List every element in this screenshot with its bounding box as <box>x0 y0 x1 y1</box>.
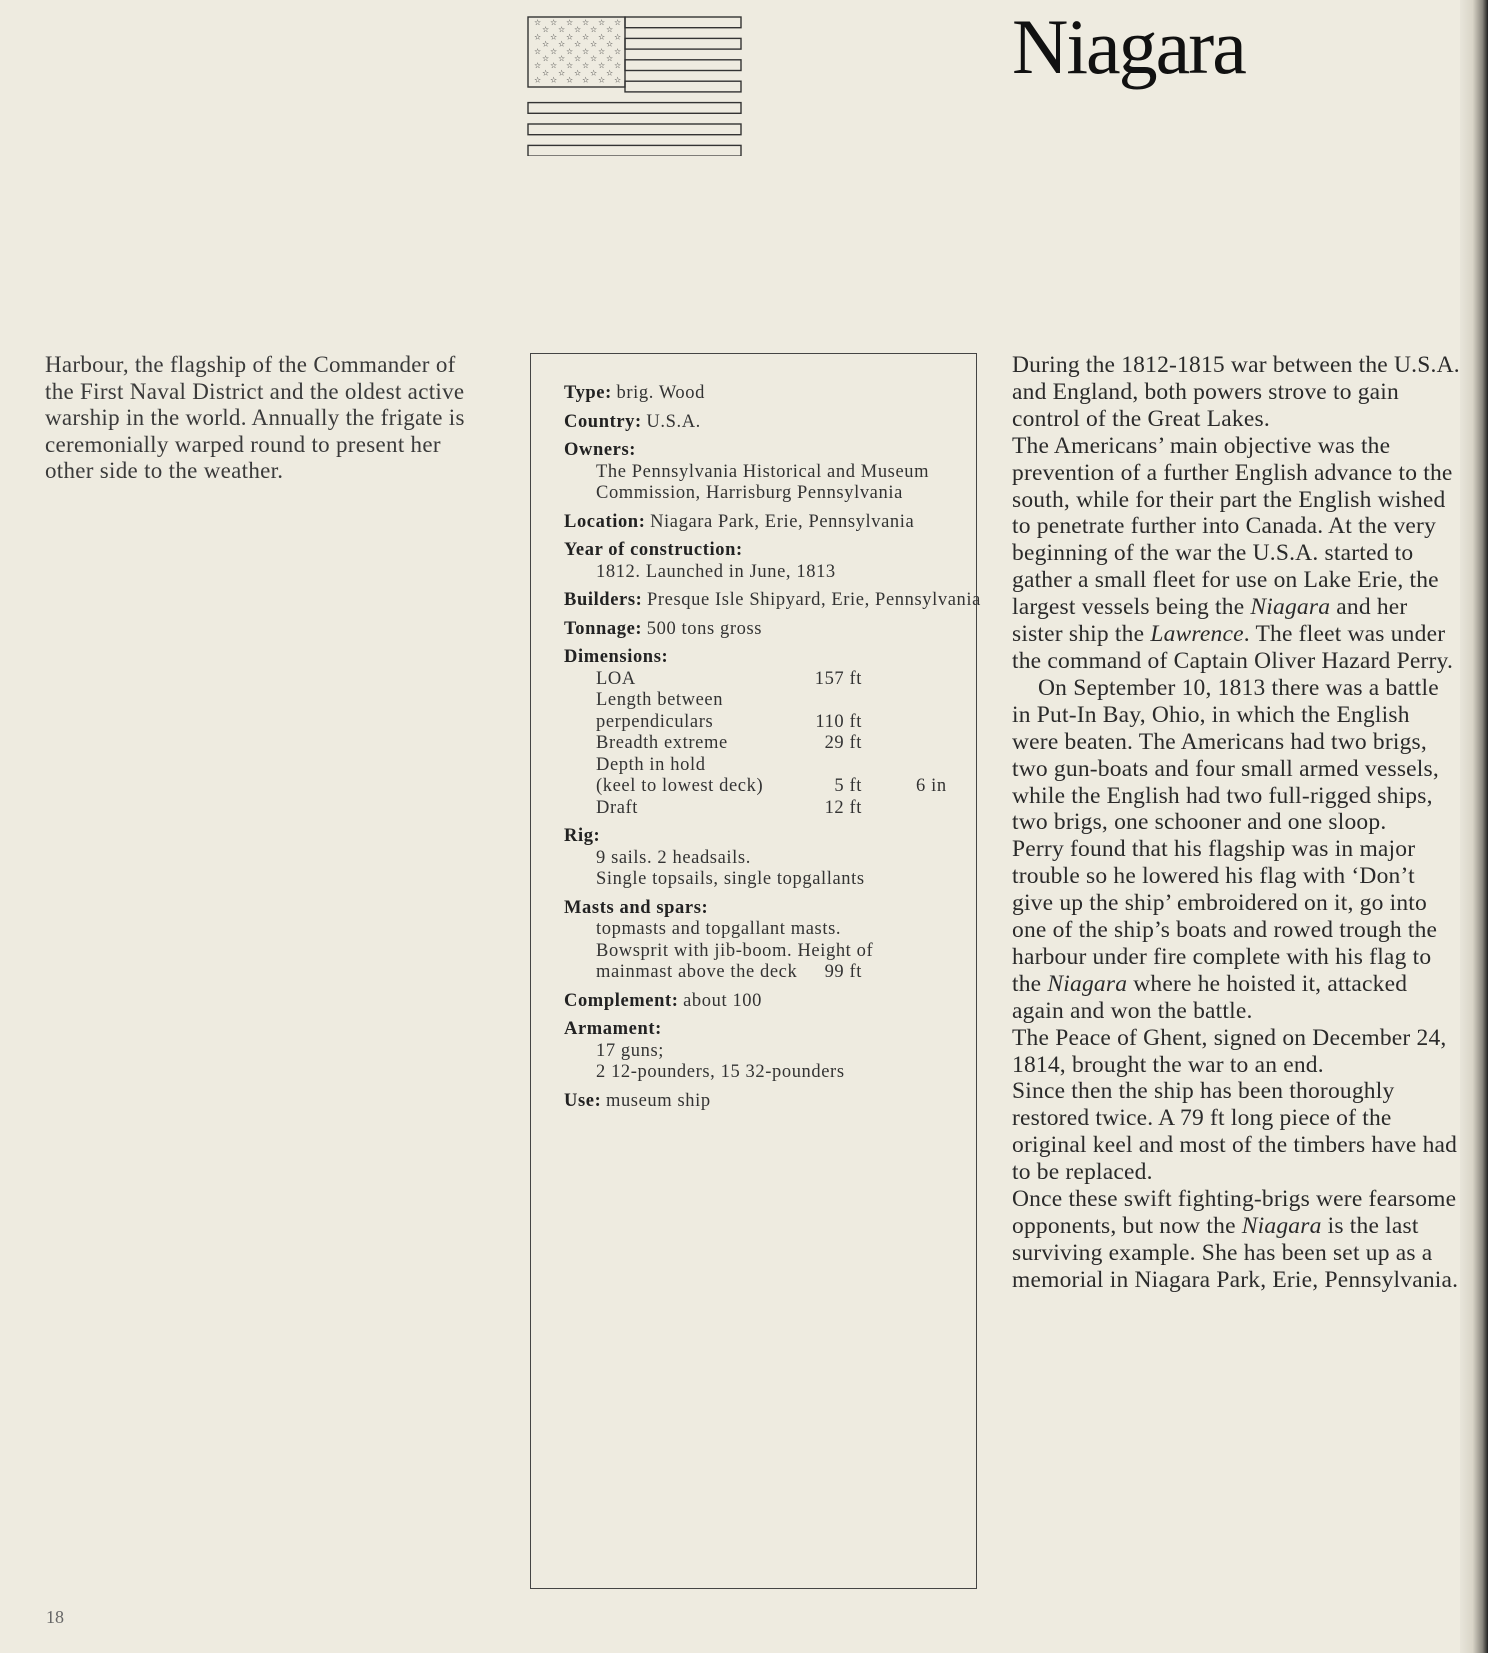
dim-label: LOA <box>596 668 636 689</box>
spec-label: Masts and spars: <box>564 897 709 918</box>
flag-star: ☆ <box>606 25 614 35</box>
dim-value: 29 ft <box>824 733 862 753</box>
dim-row-depth-2 <box>564 776 984 798</box>
spec-value: 1812. Launched in June, 1813 <box>596 561 836 582</box>
flag-stripe <box>528 145 741 156</box>
flag-star: ☆ <box>558 25 566 35</box>
spec-value: 17 guns; <box>596 1040 665 1061</box>
flag-star: ☆ <box>582 61 590 71</box>
spec-builders <box>564 590 984 612</box>
spec-value: 99 ft <box>824 962 862 982</box>
flag-star: ☆ <box>534 61 542 71</box>
flag-star: ☆ <box>598 75 606 85</box>
dim-row-breadth <box>564 733 984 755</box>
flag-star: ☆ <box>614 46 622 56</box>
spec-label: Dimensions: <box>564 647 669 667</box>
flag-star: ☆ <box>582 75 590 85</box>
paragraph <box>1012 433 1462 675</box>
flag-stripe <box>528 124 741 135</box>
flag-star: ☆ <box>566 18 574 27</box>
text-run: The Americans’ main objective was the prevention of a further English advance to the south, while for their part the English wished to penetrate further into Canada. At the very beginning of the war the U.S.A. started to gather a small fleet for use on Lake Erie, the largest vessels being the <box>1012 432 1453 621</box>
spec-type <box>564 383 984 405</box>
flag-star: ☆ <box>534 46 542 56</box>
flag-star: ☆ <box>614 75 622 85</box>
paragraph <box>1012 836 1462 1024</box>
page-number: 18 <box>46 1607 64 1627</box>
flag-star: ☆ <box>598 46 606 56</box>
spec-owners <box>564 440 984 505</box>
spec-label: Owners: <box>564 440 637 460</box>
flag-stripe <box>528 103 741 114</box>
dim-row-loa <box>564 669 984 691</box>
text-run: Perry found that his flagship was in major trouble so he lowered his flag with ‘Don’t give up the ship’ embroidered on it, go into one of the ship’s boats and rowed trough the harbour under fire complete with his flag to the <box>1012 836 1438 997</box>
flag-star: ☆ <box>598 18 606 27</box>
text-run: where he hoisted it, attacked again and won the battle. <box>1012 970 1408 1024</box>
dim-row-lbp-1 <box>564 690 984 712</box>
flag-star: ☆ <box>542 25 550 35</box>
dim-label: Draft <box>596 797 639 818</box>
spec-label: Location: <box>564 511 646 532</box>
ship-name: Lawrence <box>1150 621 1244 648</box>
spec-location <box>564 512 984 534</box>
flag-star: ☆ <box>534 32 542 42</box>
flag-star: ☆ <box>574 25 582 35</box>
flag-star: ☆ <box>598 32 606 42</box>
spec-value: museum ship <box>605 1090 711 1111</box>
spec-label: Year of construction: <box>564 540 743 560</box>
page-title: Niagara <box>1012 3 1245 90</box>
book-spine-shadow <box>1460 0 1488 1653</box>
spec-year <box>564 540 984 583</box>
spec-complement <box>564 991 984 1013</box>
flag-star: ☆ <box>534 75 542 85</box>
flag-star: ☆ <box>558 54 566 63</box>
flag-star: ☆ <box>606 68 614 78</box>
spec-armament <box>564 1019 984 1084</box>
flag-star: ☆ <box>566 75 574 85</box>
flag-star: ☆ <box>606 39 614 49</box>
dim-label: (keel to lowest deck) <box>596 776 764 796</box>
spec-value: 500 tons gross <box>646 618 763 639</box>
dim-label: Depth in hold <box>596 754 706 775</box>
flag-stripe <box>625 81 741 92</box>
paragraph: On September 10, 1813 there was a battle in Put-In Bay, Ohio, in which the English were beaten. The Americans had two brigs, two gun-boats and four small armed vessels, while the English had two full-rigged ships, two brigs, one schooner and one sloop. <box>1012 674 1439 836</box>
dim-label: Length between <box>596 690 724 710</box>
left-column-text: Harbour, the flagship of the Commander of the First Naval District and the oldest active warship in the world. Annually the frigate is ceremonially warped round to present her other side to the weather. <box>45 352 465 483</box>
flag-star: ☆ <box>550 75 558 85</box>
dim-value: 12 ft <box>824 797 862 818</box>
flag-star: ☆ <box>534 18 542 27</box>
flag-star: ☆ <box>550 46 558 56</box>
spec-value: The Pennsylvania Historical and Museum Commission, Harrisburg Pennsylvania <box>596 461 930 503</box>
dim-row-lbp-2 <box>564 712 984 734</box>
ship-name: Niagara <box>1047 970 1128 997</box>
spec-value: Single topsails, single topgallants <box>596 869 865 889</box>
flag-star: ☆ <box>550 18 558 27</box>
flag-star: ☆ <box>574 54 582 63</box>
flag-star: ☆ <box>542 39 550 49</box>
paragraph <box>1012 1186 1462 1294</box>
dim-value: 157 ft <box>814 668 862 689</box>
flag-star: ☆ <box>582 46 590 56</box>
flag-star: ☆ <box>550 61 558 71</box>
flag-star: ☆ <box>542 68 550 78</box>
dim-value: 110 ft <box>815 711 862 732</box>
spec-tonnage <box>564 619 984 641</box>
flag-star: ☆ <box>574 68 582 78</box>
text-run: Once these swift fighting-brigs were fearsome opponents, but now the <box>1012 1186 1457 1239</box>
flag-star: ☆ <box>558 39 566 49</box>
right-column-text <box>1012 352 1462 1294</box>
spec-dimensions <box>564 647 984 819</box>
spec-value: about 100 <box>683 990 763 1011</box>
flag-star: ☆ <box>590 39 598 49</box>
flag-star: ☆ <box>590 54 598 63</box>
flag-star: ☆ <box>566 32 574 42</box>
spec-rig <box>564 826 984 891</box>
flag-star: ☆ <box>606 54 614 63</box>
spec-label: Builders: <box>564 590 643 610</box>
spec-use <box>564 1091 984 1113</box>
spec-value: 2 12-pounders, 15 32-pounders <box>596 1062 845 1082</box>
dim-value: 5 ft <box>834 776 862 796</box>
flag-star: ☆ <box>542 54 550 63</box>
flag-star: ☆ <box>566 46 574 56</box>
spec-label: Armament: <box>564 1019 662 1039</box>
paragraph: During the 1812-1815 war between the U.S.A. and England, both powers strove to gain control of the Great Lakes. <box>1012 352 1460 432</box>
spec-label: Use: <box>564 1090 602 1111</box>
flag-star: ☆ <box>558 68 566 78</box>
spec-value: brig. Wood <box>616 383 705 403</box>
paragraph: The Peace of Ghent, signed on December 24, 1814, brought the war to an end. <box>1012 1024 1447 1078</box>
dim-label: perpendiculars <box>596 711 714 732</box>
flag-star: ☆ <box>550 32 558 42</box>
spec-label: Tonnage: <box>564 618 643 639</box>
spec-label: Country: <box>564 411 642 432</box>
flag-stripe <box>625 60 741 71</box>
flag-star: ☆ <box>614 61 622 71</box>
spec-label: Complement: <box>564 990 679 1011</box>
flag-star: ☆ <box>574 39 582 49</box>
us-flag-icon <box>527 16 743 156</box>
flag-stripe <box>625 17 741 28</box>
dim-row-depth-1 <box>564 755 984 777</box>
spec-value: mainmast above the deck <box>596 962 798 982</box>
dim-label: Breadth extreme <box>596 733 728 753</box>
spec-value: topmasts and topgallant masts. <box>596 919 842 939</box>
spec-label: Rig: <box>564 826 601 846</box>
spec-label: Type: <box>564 383 612 403</box>
spec-masts <box>564 898 984 984</box>
text-run: and her sister ship the <box>1012 594 1408 648</box>
text-run: . The fleet was under the command of Captain Oliver Hazard Perry. <box>1012 621 1454 674</box>
spec-value: Presque Isle Shipyard, Erie, Pennsylvania <box>647 590 981 610</box>
spec-value: Bowsprit with jib-boom. Height of <box>596 940 874 961</box>
flag-star: ☆ <box>590 25 598 35</box>
ship-name: Niagara <box>1241 1213 1322 1239</box>
flag-star: ☆ <box>598 61 606 71</box>
spec-value: U.S.A. <box>646 411 701 432</box>
flag-star: ☆ <box>566 61 574 71</box>
flag-star: ☆ <box>614 32 622 42</box>
spec-value: Niagara Park, Erie, Pennsylvania <box>650 511 915 532</box>
dim-value-inches: 6 in <box>916 776 947 796</box>
flag-stripe <box>625 38 741 49</box>
spec-value-row <box>564 962 984 984</box>
spec-country <box>564 412 984 434</box>
spec-value: 9 sails. 2 headsails. <box>596 847 751 868</box>
paragraph: Since then the ship has been thoroughly restored twice. A 79 ft long piece of the original keel and most of the timbers have had to be replaced. <box>1012 1078 1458 1186</box>
flag-star: ☆ <box>590 68 598 78</box>
text-run: is the last surviving example. She has been set up as a memorial in Niagara Park, Erie, Pennsylvania. <box>1012 1213 1459 1293</box>
dim-row-draft <box>564 798 984 820</box>
ship-name: Niagara <box>1250 594 1331 621</box>
specifications-list <box>564 383 984 1119</box>
flag-star: ☆ <box>614 18 622 27</box>
flag-star: ☆ <box>582 32 590 42</box>
flag-star: ☆ <box>582 18 590 27</box>
